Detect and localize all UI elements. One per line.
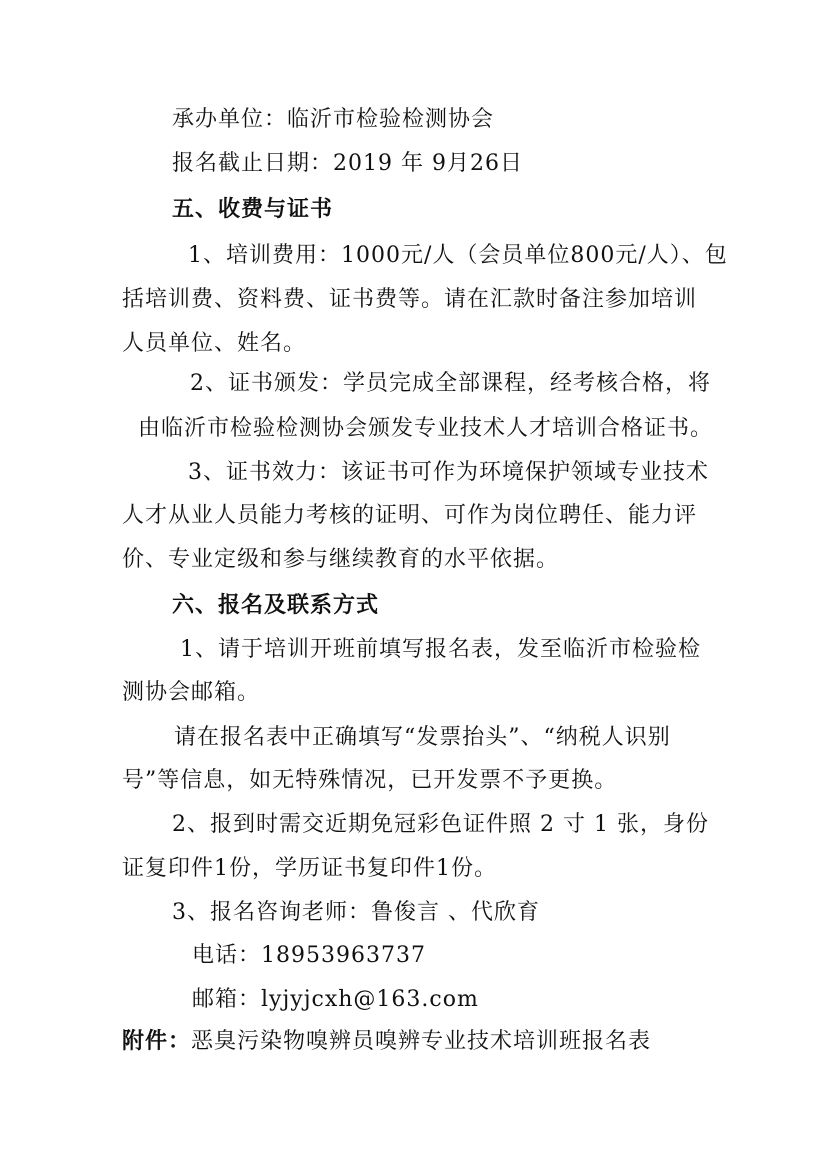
fee-line-2: 括培训费、资料费、证书费等。请在汇款时备注参加培训 <box>122 287 698 312</box>
invoice-note-line-1: 请在报名表中正确填写“发票抬头”、“纳税人识别 <box>174 725 671 750</box>
validity-line-1: 3、证书效力：该证书可作为环境保护领域专业技术 <box>188 460 709 485</box>
validity-line-2: 人才从业人员能力考核的证明、可作为岗位聘任、能力评 <box>122 503 698 528</box>
attachment-line <box>122 1026 651 1058</box>
fee-line-1: 1、培训费用：1000元/人（会员单位800元/人）、包 <box>188 243 728 268</box>
item2-line-1: 2、报到时需交近期免冠彩色证件照 2 寸 1 张，身份 <box>172 812 709 837</box>
item2-line-2: 证复印件1份，学历证书复印件1份。 <box>122 856 497 881</box>
email-line: 邮箱：lyjyjcxh@163.com <box>192 987 479 1012</box>
validity-line-3: 价、专业定级和参与继续教育的水平依据。 <box>122 547 560 572</box>
issuance-line-1: 2、证书颁发：学员完成全部课程，经考核合格，将 <box>190 371 711 396</box>
section5-title: 五、收费与证书 <box>172 197 334 222</box>
deadline-line: 报名截止日期：2019 年 9月26日 <box>172 151 523 176</box>
phone-line: 电话：18953963737 <box>192 943 426 968</box>
item1-line-2: 测协会邮箱。 <box>122 680 261 705</box>
attachment-text: 恶臭污染物嗅辨员嗅辨专业技术培训班报名表 <box>191 1029 652 1054</box>
fee-line-3: 人员单位、姓名。 <box>122 331 307 356</box>
item3-line: 3、报名咨询老师：鲁俊言 、代欣育 <box>172 900 540 925</box>
invoice-note-line-2: 号”等信息，如无特殊情况，已开发票不予更换。 <box>122 768 618 793</box>
issuance-line-2: 由临沂市检验检测协会颁发专业技术人才培训合格证书。 <box>138 416 714 441</box>
attachment-label: 附件： <box>122 1029 192 1054</box>
section6-title: 六、报名及联系方式 <box>172 593 380 618</box>
item1-line-1: 1、请于培训开班前填写报名表，发至临沂市检验检 <box>180 637 701 662</box>
organizer-line: 承办单位：临沂市检验检测协会 <box>172 107 495 132</box>
